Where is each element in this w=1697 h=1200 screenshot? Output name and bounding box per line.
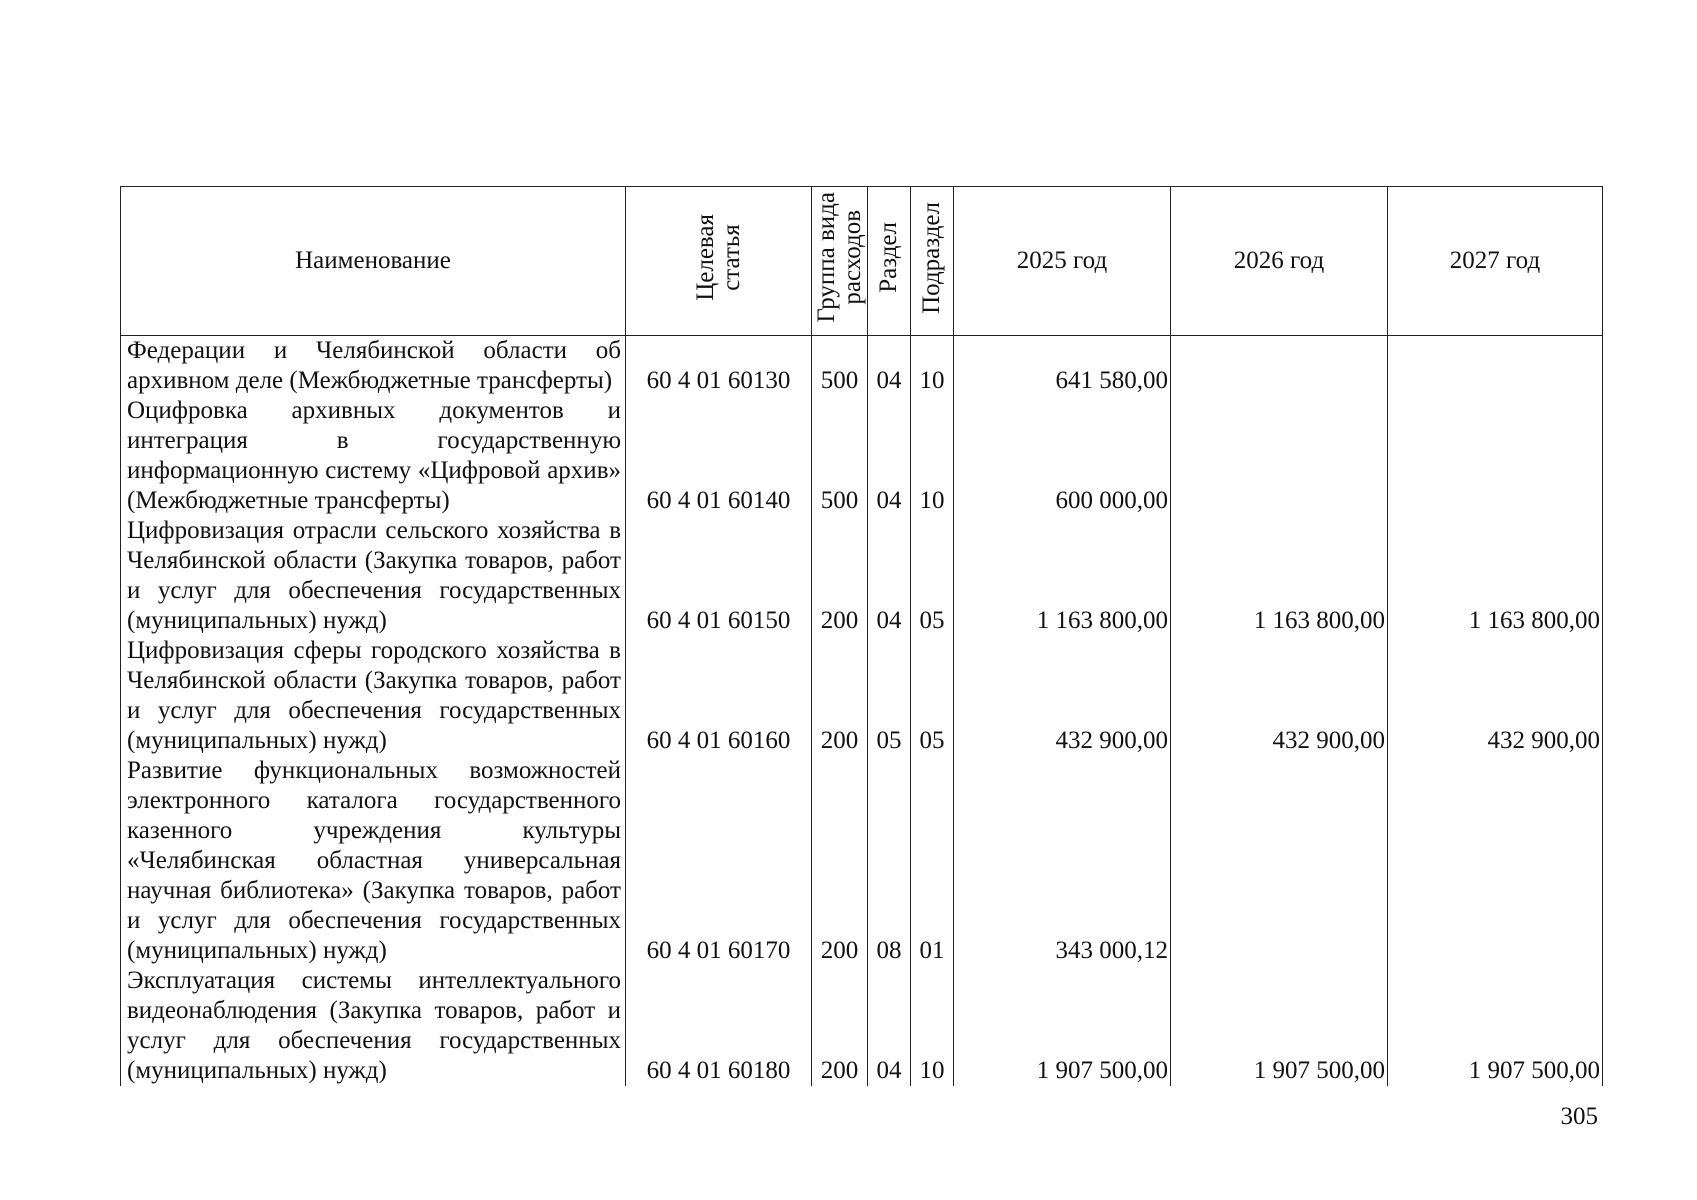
row-expense-group: 200 [812, 516, 868, 636]
header-section [868, 187, 911, 336]
row-subsection: 01 [911, 756, 954, 966]
row-expense-group: 500 [812, 396, 868, 516]
row-subsection: 10 [911, 396, 954, 516]
row-name: Федерации и Челябинской области об архивном деле (Межбюджетные трансферты) [121, 336, 626, 397]
budget-table [120, 186, 1603, 1086]
row-amount-2026 [1171, 336, 1388, 397]
header-year-2026 [1171, 187, 1388, 336]
header-expense-group [812, 187, 868, 336]
row-name: Оцифровка архивных документов и интеграция в государственную информационную систему «Цифровой архив» (Межбюджетные трансферты) [121, 396, 626, 516]
table-row [121, 636, 1603, 756]
row-name: Эксплуатация системы интеллектуального видеонаблюдения (Закупка товаров, работ и услуг для обеспечения государственных (муниципальных) нужд) [121, 966, 626, 1086]
row-target-article: 60 4 01 60160 [626, 636, 812, 756]
row-expense-group: 200 [812, 756, 868, 966]
row-expense-group: 200 [812, 636, 868, 756]
row-section: 05 [868, 636, 911, 756]
row-target-article: 60 4 01 60150 [626, 516, 812, 636]
header-name-text: Наименование [295, 247, 451, 274]
row-amount-2025: 1 163 800,00 [954, 516, 1171, 636]
table-row [121, 336, 1603, 397]
row-amount-2025: 343 000,12 [954, 756, 1171, 966]
header-year-2027 [1388, 187, 1603, 336]
row-section: 04 [868, 336, 911, 397]
header-target-article [626, 187, 812, 336]
row-name: Цифровизация отрасли сельского хозяйства в Челябинской области (Закупка товаров, работ и услуг для обеспечения государственных (муниципальных) нужд) [121, 516, 626, 636]
header-year-2025-text: 2025 год [1016, 247, 1108, 274]
header-year-2026-text: 2026 год [1233, 247, 1325, 274]
table-body [121, 336, 1603, 1087]
header-name [121, 187, 626, 336]
row-amount-2026 [1171, 756, 1388, 966]
row-amount-2025: 600 000,00 [954, 396, 1171, 516]
row-subsection: 10 [911, 966, 954, 1086]
row-amount-2026: 1 907 500,00 [1171, 966, 1388, 1086]
header-year-2025 [954, 187, 1171, 336]
row-section: 04 [868, 516, 911, 636]
row-amount-2025: 432 900,00 [954, 636, 1171, 756]
page-number: 305 [1560, 1103, 1598, 1130]
table-header [121, 187, 1603, 336]
row-name: Развитие функциональных возможностей электронного каталога государственного казенного учреждения культуры «Челябинская областная универсальная научная библиотека» (Закупка товаров, работ и услуг для обеспечения государственных (муниципальных) нужд) [121, 756, 626, 966]
row-section: 08 [868, 756, 911, 966]
row-target-article: 60 4 01 60140 [626, 396, 812, 516]
header-section-text: Раздел [875, 222, 902, 293]
row-subsection: 10 [911, 336, 954, 397]
row-expense-group: 500 [812, 336, 868, 397]
row-target-article: 60 4 01 60180 [626, 966, 812, 1086]
header-target-article-text: Целевая статья [691, 214, 745, 301]
row-name: Цифровизация сферы городского хозяйства в Челябинской области (Закупка товаров, работ и услуг для обеспечения государственных (муниципальных) нужд) [121, 636, 626, 756]
row-target-article: 60 4 01 60130 [626, 336, 812, 397]
row-expense-group: 200 [812, 966, 868, 1086]
row-subsection: 05 [911, 636, 954, 756]
row-amount-2027: 1 907 500,00 [1388, 966, 1603, 1086]
row-subsection: 05 [911, 516, 954, 636]
row-amount-2027: 1 163 800,00 [1388, 516, 1603, 636]
row-amount-2026 [1171, 396, 1388, 516]
header-subsection-text: Подраздел [918, 201, 945, 314]
table-row [121, 516, 1603, 636]
row-amount-2025: 641 580,00 [954, 336, 1171, 397]
row-amount-2027: 432 900,00 [1388, 636, 1603, 756]
table-row [121, 966, 1603, 1086]
table-row [121, 756, 1603, 966]
row-section: 04 [868, 396, 911, 516]
row-amount-2027 [1388, 336, 1603, 397]
header-year-2027-text: 2027 год [1449, 247, 1541, 274]
row-target-article: 60 4 01 60170 [626, 756, 812, 966]
header-expense-group-text: Группа вида расходов [812, 192, 866, 323]
row-amount-2027 [1388, 756, 1603, 966]
row-section: 04 [868, 966, 911, 1086]
table-row [121, 396, 1603, 516]
row-amount-2027 [1388, 396, 1603, 516]
row-amount-2026: 1 163 800,00 [1171, 516, 1388, 636]
row-amount-2026: 432 900,00 [1171, 636, 1388, 756]
row-amount-2025: 1 907 500,00 [954, 966, 1171, 1086]
header-subsection [911, 187, 954, 336]
